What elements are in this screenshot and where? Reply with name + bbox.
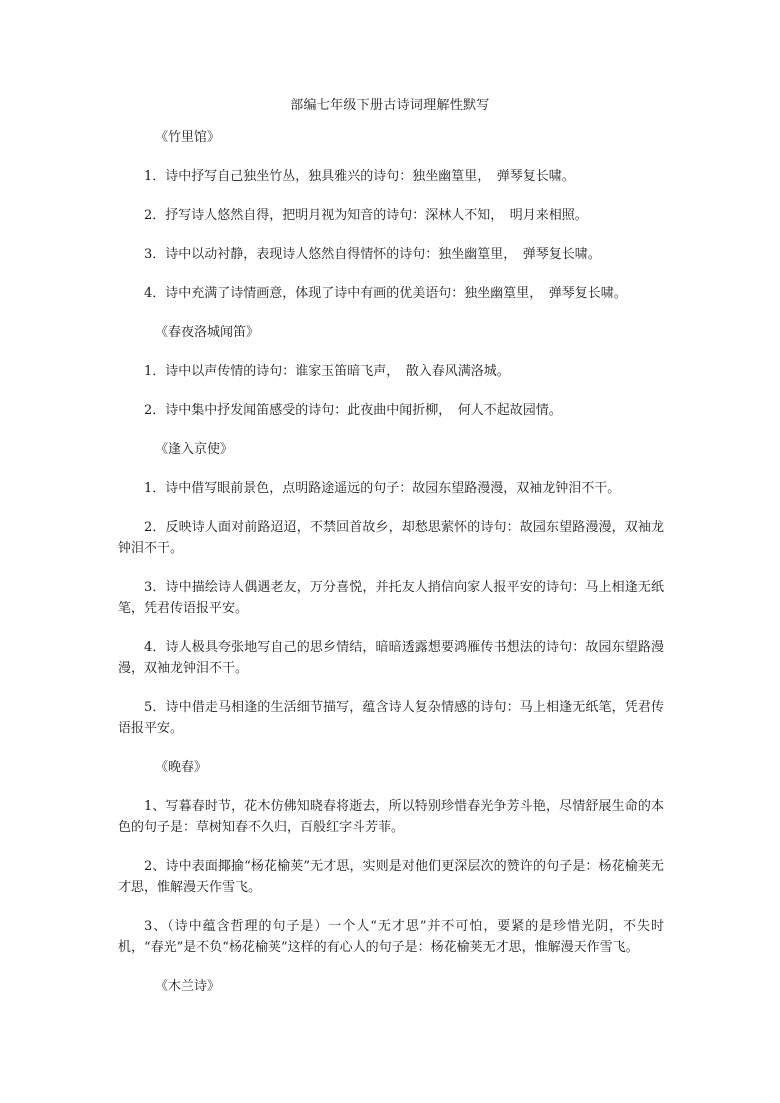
document-body [118, 127, 664, 1015]
section-title-mulanshi: 《木兰诗》 [155, 979, 221, 994]
list-item: 1．诗中以声传情的诗句：谁家玉笛暗飞声， 散入春风满洛城。 [144, 364, 510, 379]
list-item: 4．诗人极具夸张地写自己的思乡情结，暗暗透露想要鸿雁传书想法的诗句：故园东望路漫漫，双袖龙钟泪不干。 [118, 640, 664, 676]
list-item: 3、（诗中蕴含哲理的句子是）一个人“无才思”并不可怕，要紧的是珍惜光阴，不失时机，“春光”是不负“杨花榆荚”这样的有心人的句子是：杨花榆荚无才思，惟解漫天作雪飞。 [118, 919, 664, 955]
list-item: 3．诗中描绘诗人偶遇老友，万分喜悦，并托友人捎信向家人报平安的诗句：马上相逢无纸笔，凭君传语报平安。 [118, 580, 664, 616]
list-item: 5．诗中借走马相逢的生活细节描写，蕴含诗人复杂情感的诗句：马上相逢无纸笔，凭君传语报平安。 [118, 700, 664, 736]
list-item: 4．诗中充满了诗情画意，体现了诗中有画的优美语句：独坐幽篁里， 弹琴复长啸。 [144, 286, 627, 301]
list-item: 2．反映诗人面对前路迢迢，不禁回首故乡，却愁思萦怀的诗句：故园东望路漫漫，双袖龙钟泪不干。 [118, 520, 664, 556]
list-item: 1．诗中抒写自己独坐竹丛，独具雅兴的诗句：独坐幽篁里， 弹琴复长啸。 [144, 169, 575, 184]
list-item: 1、写暮春时节，花木仿佛知晓春将逝去，所以特别珍惜春光争芳斗艳，尽情舒展生命的本色的句子是：草树知春不久归，百般红字斗芳菲。 [118, 799, 664, 835]
section-title-zhuliguan: 《竹里馆》 [155, 130, 221, 145]
section-title-chunye: 《春夜洛城闻笛》 [155, 325, 260, 340]
document-title: 部编七年级下册古诗词理解性默写 [290, 98, 490, 113]
list-item: 2、诗中表面揶揄“杨花榆荚”无才思，实则是对他们更深层次的赞许的句子是：杨花榆荚无才思，惟解漫天作雪飞。 [118, 859, 664, 895]
list-item: 3．诗中以动衬静，表现诗人悠然自得情怀的诗句：独坐幽篁里， 弹琴复长啸。 [144, 247, 601, 262]
section-title-wanchun: 《晚春》 [155, 760, 208, 775]
list-item: 2．抒写诗人悠然自得，把明月视为知音的诗句：深林人不知， 明月来相照。 [144, 208, 588, 223]
section-title-fengrujingshi: 《逢入京使》 [155, 442, 234, 457]
list-item: 2．诗中集中抒发闻笛感受的诗句：此夜曲中闻折柳， 何人不起故园情。 [144, 403, 562, 418]
list-item: 1．诗中借写眼前景色，点明路途遥远的句子：故园东望路漫漫，双袖龙钟泪不干。 [144, 481, 621, 496]
